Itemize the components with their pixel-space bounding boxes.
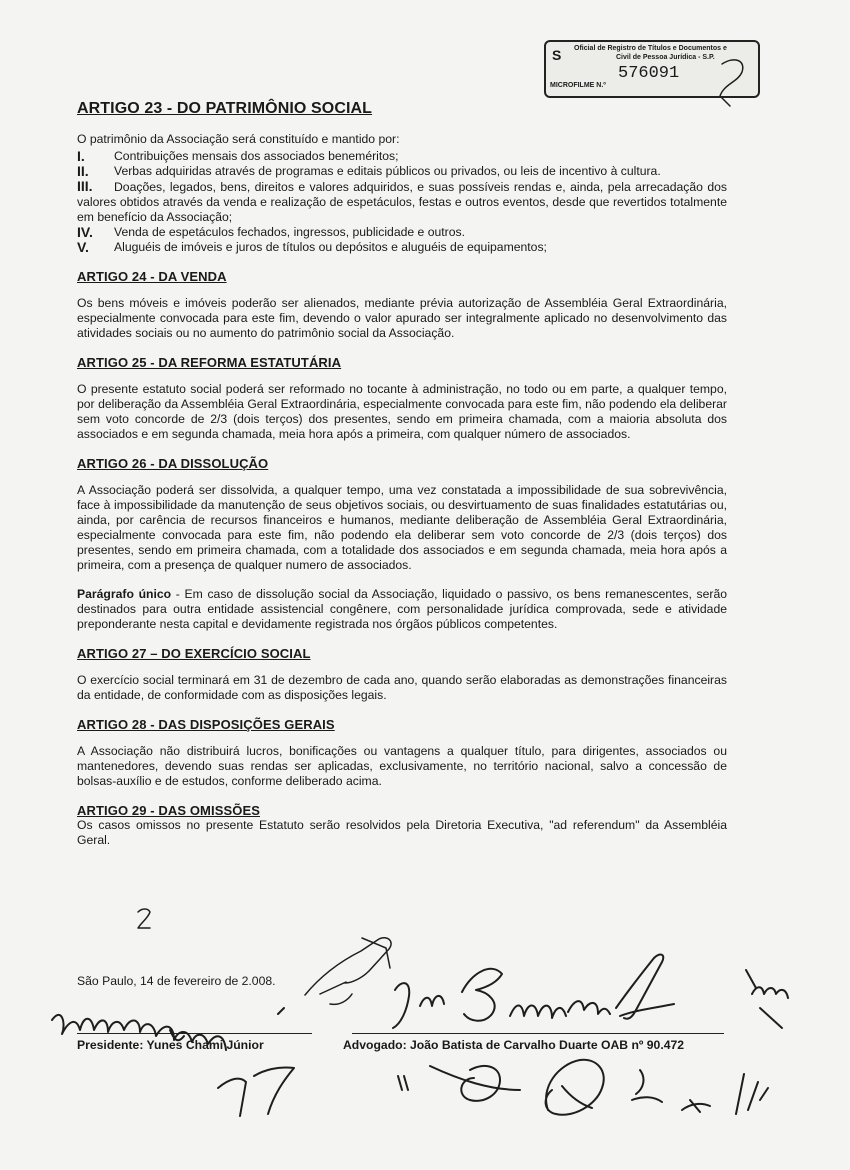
art28-title: ARTIGO 28 - DAS DISPOSIÇÕES GERAIS	[77, 717, 335, 732]
paragraph-text: - Em caso de dissolução social da Associação, liquidado o passivo, os bens remanescentes, serão destinados para outra entidade assistencial congênere, com personalidade jurídica comprovada, sede e atividade preponderante nesta capital e devidamente registrada nos órgãos públicos competentes.	[77, 587, 728, 631]
list-item: I. Contribuições mensais dos associados beneméritos;	[77, 148, 399, 164]
art29-title: ARTIGO 29 - DAS OMISSÕES	[77, 803, 260, 818]
stamp-line-2: Civil de Pessoa Jurídica - S.P.	[616, 54, 715, 61]
art25-body: O presente estatuto social poderá ser reformado no tocante à administração, no todo ou em parte, a qualquer tempo, por deliberação da Assembléia Geral Extraordinária, especialmente convocada para este fim, não podendo ela deliberar sem voto concorde de 2/3 (dois terços) dos presentes, sendo em primeira chamada, com a maioria absoluta dos associados e em segunda chamada, meia hora após a primeira, com qualquer número de associados.	[77, 382, 727, 441]
initials-right-icon	[746, 970, 788, 1028]
stamp-line-1: Oficial de Registro de Títulos e Documentos e	[574, 45, 727, 52]
stamp-microfilme: MICROFILME N.º	[550, 82, 606, 89]
art29-body: Os casos omissos no presente Estatuto serão resolvidos pela Diretoria Executiva, "ad referendum" da Assembléia Geral.	[77, 818, 727, 847]
document-body	[77, 100, 727, 862]
list-item: II. Verbas adquiridas através de programas e editais públicos ou privados, ou leis de incentivo à cultura.	[77, 163, 661, 179]
list-item: V. Aluguéis de imóveis e juros de títulos ou depósitos e aluguéis de equipamentos;	[77, 239, 547, 255]
registry-stamp	[544, 40, 760, 98]
art23-list	[77, 149, 727, 255]
lawyer-signature-line	[352, 1033, 724, 1034]
hand-stamp-icon	[305, 938, 391, 1005]
list-item: IV. Venda de espetáculos fechados, ingressos, publicidade e outros.	[77, 224, 465, 240]
art26-paragraph	[77, 587, 727, 632]
art24-title: ARTIGO 24 - DA VENDA	[77, 269, 227, 284]
paragraph-label: Parágrafo único	[77, 587, 172, 601]
place-date: São Paulo, 14 de fevereiro de 2.008.	[77, 974, 276, 988]
art23-intro: O patrimônio da Associação será constituído e mantido por:	[77, 132, 400, 146]
art24-body: Os bens móveis e imóveis poderão ser alienados, mediante prévia autorização de Assembléia Geral Extraordinária, especialmente convocada para este fim, devendo o valor apurado ser integralmente aplicado no desenvolvimento das atividades sociais ou no aumento do patrimônio social da Associação.	[77, 296, 727, 340]
list-item: III. Doações, legados, bens, direitos e valores adquiridos, e suas possíveis rendas e, ainda, pela arrecadação dos valores obtidos através da venda e realização de espetáculos, festas e outros eventos, desde que revertidos totalmente em benefício da Associação;	[77, 178, 727, 224]
initials-bottom-3-icon	[546, 1060, 662, 1115]
art27-title: ARTIGO 27 – DO EXERCÍCIO SOCIAL	[77, 646, 311, 661]
initials-bottom-2-icon	[398, 1066, 520, 1101]
president-signature-line	[77, 1033, 312, 1034]
art29-handwritten-digit-icon	[138, 909, 150, 928]
art27-body: O exercício social terminará em 31 de dezembro de cada ano, quando serão elaboradas as demonstrações financeiras da entidade, de conformidade com as disposições legais.	[77, 673, 727, 702]
lawyer-signature-icon	[393, 955, 674, 1028]
registry-seal-icon: S	[552, 47, 562, 63]
art28-body: A Associação não distribuirá lucros, bonificações ou vantagens a qualquer título, para dirigentes, associados ou mantenedores, devendo suas rendas ser aplicadas, exclusivamente, no território nacional, salvo a concessão de bolsas-auxílio e de estudos, conforme deliberado acima.	[77, 744, 727, 788]
president-name: Presidente: Yunes Chami Júnior	[77, 1038, 264, 1052]
art26-title: ARTIGO 26 - DA DISSOLUÇÃO	[77, 456, 269, 471]
art25-title: ARTIGO 25 - DA REFORMA ESTATUTÁRIA	[77, 355, 342, 370]
art23-title: ARTIGO 23 - DO PATRIMÔNIO SOCIAL	[77, 100, 373, 117]
stamp-number: 576091	[618, 64, 680, 83]
initials-bottom-4-icon	[682, 1074, 768, 1114]
lawyer-name: Advogado: João Batista de Carvalho Duarte OAB nº 90.472	[343, 1038, 685, 1052]
initials-bottom-1-icon	[218, 1067, 294, 1116]
art26-body: A Associação poderá ser dissolvida, a qualquer tempo, uma vez constatada a impossibilidade de sua sobrevivência, face à impossibilidade da manutenção de seus objetivos sociais, ou desvirtuamento de suas finalidades estatutárias ou, ainda, por carência de recursos financeiros e humanos, mediante deliberação de Assembléia Geral Extraordinária, especialmente convocada para este fim, não podendo ela deliberar sem voto concorde de 2/3 (dois terços) dos presentes, sendo em primeira chamada, com a totalidade dos associados e em segunda chamada, meia hora após a primeira, com a presença de qualquer numero de associados.	[77, 483, 727, 572]
